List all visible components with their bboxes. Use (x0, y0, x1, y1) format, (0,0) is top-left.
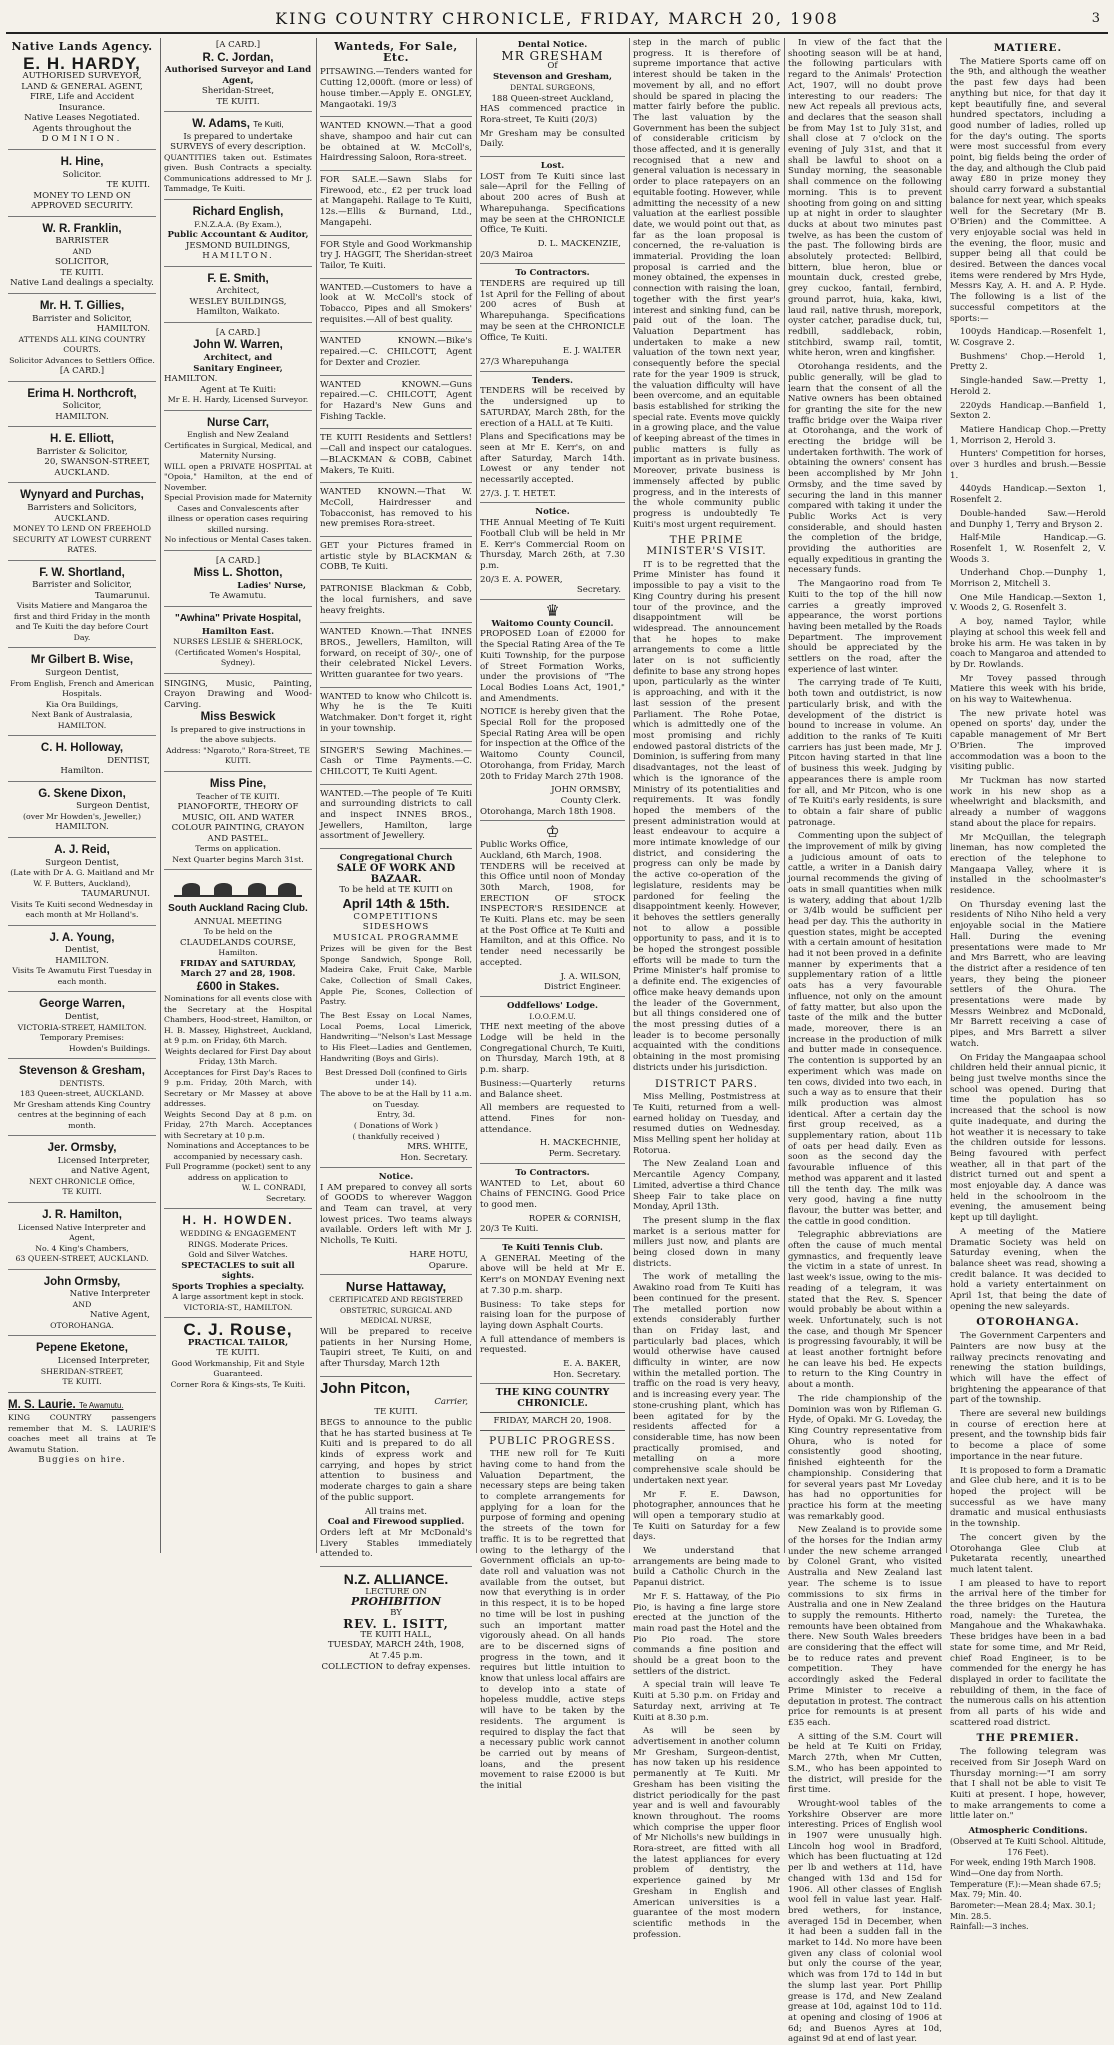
wanted-ad (320, 744, 472, 785)
howden-card: H. H. HOWDEN. WEDDING & ENGAGEMENT RINGS. Moderate Prices. Gold and Silver Watches. SPECTACLES to suit all sights. Sports Trophies a specialty. A large assortment kept in stock. VICTORIA-ST., HAMILTON. (164, 1212, 312, 1318)
result-item: Single-handed Saw.—Pretty 1, Herold 2. (950, 376, 1106, 397)
result-item: Underhand Chop.—Dunphy 1, Morrison 2, Mitchell 3. (950, 568, 1106, 590)
editorial: THE KING COUNTRY CHRONICLE. FRIDAY, MARCH 20, 1908. PUBLIC PROGRESS. THE new roll for Te Kuiti having come to hand from the Valuation Department, the necessary steps are being taken to complete arrangements for applying for a loan for the purpose of forming and opening the streets of the town for traffic. It is to be regretted that owing to the lethargy of the Government officials an up-to-date roll and valuation was not available from the outset, but now that everything is in order in this respect, it is to be hoped no time will be lost in pushing such an important matter vigorously ahead. On all hands are to be discerned signs of progress in the town, and it requires but little intuition to know that unless local affairs are to develop into a state of hopeless muddle, active steps will have to be taken by the residents. The argument is required to display the fact that a necessary public work cannot be carried out by means of loans, and the present movement to raise £2000 is but the initial (480, 1387, 625, 1792)
english-card: Richard English, F.N.Z.A.A. (By Exam.), Public Accountant & Auditor, JESMOND BUILDINGS, HAMILTON. (164, 203, 312, 267)
racing-card: South Auckland Racing Club. ANNUAL MEETING To be held on the CLAUDELANDS COURSE, Hamilton. FRIDAY and SATURDAY, March 27 and 28, 1908. £600 in Stakes. Nominations for all events close with the Secretary at the Hospital Chambers, Hood-street, Hamilton, or H. B. Massey, Highstreet, Auckland, at 9 p.m. on Friday, 6th March. Weights declared for First Day about Friday, 13th March. Acceptances for First Day's Races to 9 p.m. Friday, 20th March, with Secretary or Mr Massey at above addresses. Weights Second Day at 8 p.m. on Friday, 27th March. Acceptances with Secretary at 10 p.m. Nominations and Acceptances to be accompanied by necessary cash. Full Programme (pocket) sent to any address on application to W. L. CONRADI, Secretary. (164, 900, 312, 1209)
sports-results-list (950, 327, 1106, 614)
hine-card: H. Hine, Solicitor. TE KUITI. MONEY TO LEND ON APPROVED SECURITY. (8, 153, 156, 217)
wanted-ad-text: FOR Style and Good Workmanship try J. HAGGIT, The Sheridan-street Tailor, Te Kuiti. (320, 239, 472, 271)
wanted-ad (320, 65, 472, 117)
dixon-card: G. Skene Dixon, Surgeon Dentist, (over Mr Howden's, Jeweller,) HAMILTON. (8, 785, 156, 838)
franklin-card: W. R. Franklin, BARRISTER AND SOLICITOR, TE KUITI. Native Land dealings a specialty. (8, 220, 156, 294)
result-item: 100yds Handicap.—Rosenfelt 1, W. Cosgrave 2. (950, 327, 1106, 348)
atmospheric-heading: Atmospheric Conditions. (968, 1826, 1088, 1837)
contractors-notice-1: To Contractors. TENDERS are required up till 1st April for the Felling of about 200 acres of Bush at Wharepuhanga. Specifications may be seen at the CHRONICLE Office, Te Kuiti. E. J. WALTER 27/3 Wharepuhanga (480, 266, 625, 371)
column-divider (946, 38, 947, 1553)
hattaway-ad: Nurse Hattaway, CERTIFICATED AND REGISTERED OBSTETRIC, SURGICAL AND MEDICAL NURSE, Will be prepared to receive patients in her Nursing Home, Taupiri street, Te Kuiti, on and after Thursday, March 12th (320, 1277, 472, 1377)
northcroft-card: Erima H. Northcroft, Solicitor, HAMILTON. (8, 385, 156, 428)
laurie-card: M. S. Laurie. Te Awamutu. KING COUNTRY passengers remember that M. S. LAURIE'S coaches meet all trains at Te Awamutu Station. Buggies on hire. (8, 1398, 156, 1466)
column-2 (164, 38, 312, 1553)
header-rule (6, 32, 1108, 34)
awhina-card: "Awhina" Private Hospital, Hamilton East. NURSES LESLIE & SHERLOCK, (Certificated Women's Hospital, Sydney). (164, 610, 312, 674)
column-divider (160, 38, 161, 1553)
rouse-card: C. J. Rouse, PRACTICAL TAILOR, TE KUITI. Good Workmanship, Fit and Style Guaranteed. Corner Rora & Kings-sts, Te Kuiti. (170, 1320, 306, 1389)
tenders-notice: Tenders. TENDERS will be received by the undersigned up to SATURDAY, March 28th, for the erection of a HALL at Te Kuiti. Plans and Specifications may be seen at Mr E. Kerr's, on and after Saturday, March 14th. Lowest or any tender not necessarily accepted. 27/3. J. T. HETET. (480, 374, 625, 504)
column-3 (320, 38, 472, 1672)
column-divider (476, 38, 477, 1553)
racing-horses-illustration (174, 873, 302, 897)
ormsby2-card: John Ormsby, Native Interpreter AND Native Agent, OTOROHANGA. (8, 1273, 156, 1337)
hamilton-card: J. R. Hamilton, Licensed Native Interpreter and Agent, No. 4 King's Chambers, 63 QUEEN-STREET, AUCKLAND. (8, 1206, 156, 1270)
column-divider (784, 38, 785, 1553)
shotton-card: [A CARD.] Miss L. Shotton, Ladies' Nurse, Te Awamutu. (164, 554, 312, 607)
wanted-ad (320, 485, 472, 537)
wanted-ad-text: WANTED to know who Chilcott is. Why he is the Te Kuiti Watchmaker. Don't forget it, right in your township. (320, 691, 472, 734)
beswick-card: SINGING, Music, Painting, Crayon Drawing and Wood-Carving. Miss Beswick Is prepared to give instructions in the above subjects. Address: "Ngaroto," Rora-Street, TE KUITI. (164, 677, 312, 772)
crown-emblem-icon: ♔ (545, 822, 560, 842)
result-item: Matiere Handicap Chop.—Pretty 1, Morrison 2, Herold 3. (950, 424, 1106, 446)
prime-minister-heading: THE PRIME MINISTER'S VISIT. (646, 534, 767, 558)
wanteds-header: Wanteds, For Sale, Etc. (334, 40, 458, 64)
notice-ad: Notice. I AM prepared to convey all sorts of GOODS to wherever Waggon and Team can travel, at very lowest prices. Two teams always available. Orders left with Mr J. Nicholls, Te Kuiti. HARE HOTU, Oparure. (320, 1170, 472, 1275)
wanted-ad-text: FOR SALE.—Sawn Slabs for Firewood, etc., £2 per truck load at Mangapehi. Railage to Te Kuiti, 12s.—Ellis & Burnand, Ltd., Mangapehi. (320, 175, 472, 228)
native-lands-header: Native Lands Agency. (11, 40, 153, 53)
column-divider (629, 38, 630, 1553)
district-pars-heading: DISTRICT PARS. (655, 1077, 758, 1090)
pine-card: Miss Pine, Teacher of TE KUITI. PIANOFORTE, THEORY OF MUSIC, OIL AND WATER COLOUR PAINTING, CRAYON AND PASTEL. Terms on application. Next Quarter begins March 31st. (164, 775, 312, 870)
wanted-ad (320, 787, 472, 850)
shortland-card: F. W. Shortland, Barrister and Solicitor, Taumarunui. Visits Matiere and Mangaroa the first and third Friday in the month and Te Kuiti the day before Court Day. (8, 564, 156, 649)
dental-notice: Dental Notice. MR GRESHAM Of Stevenson and Gresham, DENTAL SURGEONS, 188 Queen-street Auckland, HAS commenced practice in Rora-street, Te Kuiti (20/3) Mr Gresham may be consulted Daily. (480, 38, 625, 157)
wanted-ad (320, 625, 472, 688)
tennis-notice: Te Kuiti Tennis Club. A GENERAL Meeting of the above will be held at Mr E. Kerr's on MONDAY Evening next at 7.30 p.m. sharp. Business: To take steps for raising loan for the purpose of laying down Asphalt Courts. A full attendance of members is requested. E. A. BAKER, Hon. Secretary. (480, 1241, 625, 1384)
county-council-notice: ♛ Waitomo County Council. PROPOSED Loan of £2000 for the Special Rating Area of the Te Kuiti Township, for the purpose of Street Formation Works, under the provisions of "The Local Bodies Loans Act, 1901," and Amendments. NOTICE is hereby given that the Special Roll for the proposed Special Rating Area will be open for inspection at the Office of the Waitomo County Council, Otorohanga, from Friday, March 20th to Friday March 27th 1908. JOHN ORMSBY, County Clerk. Otorohanga, March 18th 1908. (480, 602, 625, 821)
contractors-notice-2: To Contractors. WANTED to Let, about 60 Chains of FENCING. Good Price to good men. ROPER & CORNISH, 20/3 Te Kuiti. (480, 1166, 625, 1239)
wynyard-card: Wynyard and Purchas, Barristers and Solicitors, AUCKLAND. MONEY TO LEND ON FREEHOLD SECURITY AT LOWEST CURRENT RATES. (8, 486, 156, 560)
wanted-ad-text: GET your Pictures framed in artistic style by BLACKMAN & COBB, Te Kuiti. (320, 541, 472, 573)
wanted-ad-text: WANTED.—The people of Te Kuiti and surrounding districts to call and inspect INNES BROS., Jewellers, Hamilton, large assortment of Jewellery. (320, 788, 472, 842)
carr-card: Nurse Carr, English and New Zealand Certificates in Surgical, Medical, and Maternity Nursing. WILL open a PRIVATE HOSPITAL at "Opoia," Hamilton, at the end of November. Special Provision made for Maternity Cases and Convalescents after illness or operation cases requiring skilled nursing. No infectious or Mental Cases taken. (164, 414, 312, 551)
wanted-ad (320, 238, 472, 279)
page-number: 3 (1091, 11, 1100, 26)
wanted-ad-text: PATRONISE Blackman & Cobb, the local furnishers, and save heavy freights. (320, 584, 472, 616)
result-item: Half-Mile Handicap.—G. Rosenfelt 1, W. Rosenfelt 2, V. Woods 3. (950, 533, 1106, 565)
wise-card: Mr Gilbert B. Wise, Surgeon Dentist, From English, French and American Hospitals. Kia Ora Buildings, Next Bank of Australasia, HAMILTON. (8, 651, 156, 736)
football-notice: Notice. THE Annual Meeting of Te Kuiti Football Club will be held in Mr E. Kerr's Commercial Room on Thursday, March 26th, at 7.30 p.m. 20/3 E. A. POWER, Secretary. (480, 505, 625, 600)
wanted-ad (320, 582, 472, 623)
warren-card: George Warren, Dentist, VICTORIA-STREET, HAMILTON. Temporary Premises: Howden's Buildings. (8, 995, 156, 1059)
result-item: One Mile Handicap.—Sexton 1, V. Woods 2, G. Rosenfelt 3. (950, 592, 1106, 614)
wanted-ad (320, 119, 472, 171)
wanted-ad (320, 690, 472, 742)
wanted-ad-text: TE KUITI Residents and Settlers!—Call and inspect our catalogues.—BLACKMAN & COBB, Cabinet Makers, Te Kuiti. (320, 433, 472, 476)
premier-heading: THE PREMIER. (976, 1732, 1080, 1745)
wanted-ad (320, 173, 472, 236)
result-item: Bushmens' Chop.—Herold 1, Pretty 2. (950, 351, 1106, 373)
ormsby1-card: Jer. Ormsby, Licensed Interpreter, and Native Agent, NEXT CHRONICLE Office, TE KUITI. (8, 1139, 156, 1203)
otorohanga-heading: OTOROHANGA. (976, 1316, 1080, 1329)
wanted-ad-text: SINGER'S Sewing Machines.—Cash or Time Payments.—C. CHILCOTT, Te Kuiti Agent. (320, 745, 472, 777)
elliott-card: H. E. Elliott, Barrister & Solicitor, 20, SWANSON-STREET, AUCKLAND. (8, 430, 156, 483)
gillies-card: Mr. H. T. Gillies, Barrister and Solicitor, HAMILTON. ATTENDS ALL KING COUNTRY COURTS. Solicitor Advances to Settlers Office. [A CARD.] (8, 297, 156, 382)
pitcon-ad: John Pitcon, Carrier, TE KUITI. BEGS to announce to the public that he has started business at Te Kuiti and is prepared to do all kinds of express work and carrying, and hopes by strict attention to business and moderate charges to gain a share of the public support. All trains met. Coal and Firewood supplied. Orders left at Mr McDonald's Livery Stables immediately attended to. (320, 1379, 472, 1567)
holloway-card: C. H. Holloway, DENTIST, Hamilton. (8, 739, 156, 782)
reid-card: A. J. Reid, Surgeon Dentist, (Late with Dr A. G. Maitland and Mr W. F. Butters, Auckland), TAUMARUNUI. Visits Te Kuiti second Wednesday in each month at Mr Holland's. (8, 841, 156, 926)
smith-card: F. E. Smith, Architect, WESLEY BUILDINGS, Hamilton, Waikato. (164, 270, 312, 323)
wanted-ad-text: WANTED KNOWN.—That a good shave, shampoo and hair cut can be obtained at W. McColl's, Hairdressing Saloon, Rora-street. (320, 121, 472, 164)
hardy-card: E. H. HARDY, AUTHORISED SURVEYOR, LAND & GENERAL AGENT, FIRE, Life and Accident Insurance. Native Leases Negotiated. Agents throughout the DOMINION. (8, 55, 156, 150)
wanted-ad-text: PITSAWING.—Tenders wanted for Cutting 12,000ft. (more or less) of house timber.—Apply E. ONGLEY, Mangaotaki. 19/3 (320, 67, 472, 110)
wanted-ads-list (320, 65, 472, 849)
masthead (0, 0, 1114, 40)
eketone-card: Pepene Eketone, Licensed Interpreter, SHERIDAN-STREET, TE KUITI. (8, 1339, 156, 1392)
wanted-ad (320, 539, 472, 580)
result-item: Double-handed Saw.—Herold and Dunphy 1, Terry and Bryson 2. (950, 508, 1106, 530)
public-works-notice: ♔ Public Works Office, Auckland, 6th March, 1908. TENDERS will be received at this Office until noon of Monday 30th March, 1908, for ERECTION OF STOCK INSPECTOR'S RESIDENCE at Te Kuiti. Plans etc. may be seen at the Post Office at Te Kuiti and Hamilton, and at this Office. No tender need necessarily be accepted. J. A. WILSON, District Engineer. (480, 823, 625, 997)
coat-of-arms-icon: ♛ (545, 601, 560, 621)
wanted-ad-text: WANTED KNOWN.—Guns repaired.—C. CHILCOTT, Agent for Hazard's New Guns and Fishing Tackle. (320, 379, 472, 422)
jordan-card: [A CARD.] R. C. Jordan, Authorised Surveyor and Land Agent, Sheridan-Street, TE KUITI. (164, 38, 312, 112)
column-4 (480, 38, 625, 1792)
lost-notice: Lost. LOST from Te Kuiti since last sale—April for the Felling of about 200 acres of Bush at Wharepuhanga. Specifications may be seen at the CHRONICLE Office, Te Kuiti. D. L. MACKENZIE, 20/3 Mairoa (480, 159, 625, 264)
result-item: Hunters' Competition for horses, over 3 hurdles and brush.—Bessie 1. (950, 449, 1106, 481)
matiere-heading: MATIERE. (993, 42, 1063, 54)
jwarren-card: [A CARD.] John W. Warren, Architect, and Sanitary Engineer, HAMILTON. Agent at Te Kuiti: Mr E. H. Hardy, Licensed Surveyor. (164, 326, 312, 411)
result-item: 440yds Handicap.—Sexton 1, Rosenfelt 2. (950, 484, 1106, 506)
wanted-ad-text: WANTED.—Customers to have a look at W. McColl's stock of Tobacco, Pipes and all Smokers' requisites.—All of best quality. (320, 282, 472, 325)
wanted-ad (320, 431, 472, 483)
column-6: In view of the fact that the shooting season will be at hand, the following particulars with regard to the Animals' Protection Act, 1907, will no doubt prove interesting to our readers: The new Act repeals all previous acts, and declares that the season shall be from May 1st to July 31st, and shall close at 7 o'clock on the evening of July 31st, and that it shall be lawful to shoot on a Sunday morning, the seasonable shall commence on the following morning. This is to prevent shooting from going on and sitting up at night in order to slaughter ducks at about two minutes past twelve, as has been the custom of the past. The following birds are absolutely protected: Bellbird, bittern, blue heron, blue or mountain duck, crested grebe, grey cuckoo, fantail, fernbird, ground parrot, huia, kaka, kiwi, laud rail, native thrush, morepork, oyster catcher, paradise duck, tui, redbill, saddleback, robin, stitchbird, swamp rail, tomtit, white heron, wren and kingfisher. Otorohanga residents, and the public generally, will be glad to learn that the consent of all the Native owners has been obtained for granting the site for the new traffic bridge over the Waipa river at Otorohanga, and the work of erecting the bridge will be undertaken forthwith. The work of obtaining the owners' consent has been accomplished by Mr John Ormsby, and the time saved by securing the land in this manner compared with taking it under the Public Works Act is very considerable, and should hasten the completion of the bridge, providing the authorities are equally expeditious in granting the necessary funds. The Mangaorino road from Te Kuiti to the top of the hill now carries a greatly improved appearance, the worst portions having been metalled by the Roads Department. The improvement should be appreciated by the settlers on the road, after the experience of last winter. The carrying trade of Te Kuiti, both town and outdistrict, is now particularly brisk, and with the development of the district is bound to increase in volume. An addition to the ranks of Te Kuiti carriers has just been made, Mr J. Pitcon having started in that line of business this week. Judging by appearances there is ample room for all, and Mr Pitcon, who is one of Te Kuiti's early residents, is sure to obtain a fair share of public patronage. Commenting upon the subject of the improvement of milk by giving a judicious amount of oats to cattle, a writer in a Danish dairy journal recommends the giving of oats in small quantities when milk is watery, adding that about 1/2lb or 3/4lb would be sufficient per head per day. This the authority in question states, might be accepted with a certain amount of hesitation had it not been proved in a definite manner by experiments that a supplementary ration of a little oats has a very favourable influence, not only on the amount of fatty matter, but also upon the taste of the milk and the butter made, moreover, there is an increase in the production of milk and butter made in consequence. The contention is supported by an experiment which was made on ten cows, divided into two each, in such a way as to ensure that their milk production was almost identical. After a certain day the first group received, as a supplementary ration, about 11b of oats per head daily. Even as soon as the second day the favourable influence of this method was apparent and it lasted till the tenth day. The milk was very good, having a fine nutty flavour, the butter was better, and the cattle in good condition. Telegraphic abbreviations are often the cause of much mental gymnastics, and frequently leave the victim in a state of unrest. In last week's issue, owing to the mis-reading of a telegram, it was stated that the Rev. S. Spencer would probably be about within a week. Unfortunately, such is not the case, and though Mr Spencer is progressing favourably, it will be at least another fortnight before he can leave his bed. He expects to return to the King Country in about a month. The ride championship of the Dominion was won by Rifleman G. Hyde, of Opaki. Mr G. Loveday, the King Country representative from Ohura, who is noted for consistently good shooting, finished eighteenth for the championship. Considering that for several years past Mr Loveday has had no opportunities for practice his form at the meeting was remarkably good. New Zealand is to provide some of the horses for the Indian army under the new scheme arranged by Colonel Grant, who visited Australia and New Zealand last year. The scheme is to issue commissions to six firms in Australia and one in New Zealand to supply the remounts. Hitherto remounts have been obtained from there. New South Wales breeders are considering that the effect will be to reduce rates and prevent competition. They have accordingly asked the Federal Prime Minister to receive a deputation in protest. The contract price for remounts is at present £35 each. A sitting of the S.M. Court will be held at Te Kuiti on Friday, March 27th, when Mr Cutten, S.M., who has been appointed to the district, will preside for the first time. Wrought-wool tables of the Yorkshire Observer are more interesting. Prices of English wool in 1907 were unusually high. Lincoln hog wool in Bradford, which has been fluctuating at 12d per lb and wethers at 11d, have changed with 13d and 15d for 1906. All other classes of English wool fell in value last year. Half-bred wethers, for instance, averaged 15d in December, when it had been a sudden fall in the market to 14d. No more have been given any class of colonial wool but only the course of the year, which was from 17d to 14d in but the slump last year. Port Phillip grease is 17d, and New Zealand grease at 10d, against 10d to 11d. at opening and closing of 1906 at 6d; and Buenos Ayres at 10d, against 9d at end of last year. (788, 38, 942, 2045)
stevenson-card: Stevenson & Gresham, DENTISTS. 183 Queen-street, AUCKLAND. Mr Gresham attends King Country centres at the beginning of each month. (8, 1062, 156, 1136)
result-item: 220yds Handicap.—Banfield 1, Sexton 2. (950, 400, 1106, 422)
masthead-title: KING COUNTRY CHRONICLE, FRIDAY, MARCH 20, 1908 (275, 9, 839, 28)
bazaar-ad: Congregational Church SALE OF WORK AND BAZAAR. To be held at TE KUITI on April 14th & 15th. COMPETITIONS SIDESHOWS MUSICAL PROGRAMME Prizes will be given for the Best Sponge Sandwich, Sponge Roll, Madeira Cake, Fruit Cake, Marble Cake, Collection of Small Cakes, Apple Pie, Scones, Collection of Pastry. The Best Essay on Local Names, Local Poems, Local Limerick, Handwriting—"Nelson's Last Message to His Fleet—Ladies and Gentlemen, Handwriting (Boys and Girls). Best Dressed Doll (confined to Girls under 14). The above to be at the Hall by 11 a.m. on Tuesday. Entry, 3d. ( Donations of Work ) ( thankfully received ) MRS. WHITE, Hon. Secretary. (320, 851, 472, 1168)
column-5: step in the march of public progress. It is therefore of supreme importance that active interest should be taken in the movement by all, and no effort should be spared in placing the matter fairly before the public. The last valuation by the Government has been the subject of considerable criticism by those affected, and it is generally recognised that a new and general valuation is necessary in order to place ratepayers on an equitable footing. However, while admitting the necessity of a new valuation at the earliest possible date, we would point out that, as far as the loan proposal is concerned, the re-valuation is immaterial. Providing the loan proposal is carried and the money obtained, the expenses in connection with raising the loan, together with the first year's interest and sinking fund, can be paid out of the loan. The Valuation Department has undertaken to make a new valuation of the town next year, consequently before the special rate for the year 1909 is struck, the valuation difficulty will have been overcome, and an equitable basis established for striking the special rate. Events move quickly in a growing place, and the value of keeping abreast of the times in public matters is fully as important as in private business. Moreover, private business is immensely affected by public progress, and in the interests of the whole community public progress is undoubtedly Te Kuiti's most urgent requirement. THE PRIME MINISTER'S VISIT. IT is to be regretted that the Prime Minister has found it impossible to pay a visit to the King Country during his present tour of the province, and the disappointment will be widespread. The announcement that he hopes to make arrangements to come a little later on is not sufficiently definite to base any strong hopes upon, particularly as the winter is approaching, and with it the last session of the present Parliament. The Rohe Potae, which is admittedly one of the most promising and richly endowed pastoral districts of the Dominion, is suffering from many disadvantages, not the least of which is the ignorance of the Ministry of its potentialities and requirements. It was fondly hoped the members of the present administration would at least endeavour to acquire a more intimate knowledge of our district, and considering the progress can only be made by the active co-operation of the legislature, residents may be pardoned for feeling the disappointment keenly. However, it behoves the settlers generally not to allow a possible opportunity to pass, and it is to be hoped the strongest possible efforts will be made to turn the Prime Minister's half promise to a definite end. The exigencies of office make heavy demands upon the leader of the Government, but all things considered one of the most pressing duties of a leader is to become personally acquainted with the conditions obtaining in the most promising districts under his jurisdiction. DISTRICT PARS. Miss Melling, Postmistress at Te Kuiti, returned from a well-earned holiday on Tuesday, and resumed duties on Wednesday. Miss Melling spent her holiday at Rotorua. The New Zealand Loan and Mercantile Agency Company, Limited, advertise a third Chance Sheep Fair to take place on Monday, April 13th. The present slump in the flax market is a serious matter for millers just now, and plants are being closed down in many districts. The work of metalling the Awakino road from Te Kuiti has been continued for the present. The metalled portion now extends considerably further than on Friday last, and particularly bad places, which would otherwise have caused difficulty in winter, are now within the metalled portion. The traffic on the road is very heavy, and is increasing every year. The stone-crushing plant, which has been agitated for by the residents affected for a considerable time, has now been practically promised, and metalling on a more comprehensive scale should be undertaken next year. Mr F. E. Dawson, photographer, announces that he will open a temporary studio at Te Kuiti on Saturday for a few days. We understand that arrangements are being made to build a Catholic Church in the Papanui district. Mr F. S. Hattaway, of the Pio Pio, is having a fine large store erected at the junction of the main road past the Hotel and the Pio Pio road. The store commands a fine position and should be a great boon to the settlers of the district. A special train will leave Te Kuiti at 5.30 p.m. on Friday and Saturday next, arriving at Te Kuiti at 8.30 p.m. As will be seen by advertisement in another column Mr Gresham, Surgeon-dentist, has now taken up his residence permanently at Te Kuiti. Mr Gresham has been visiting the district periodically for the past year and is well and favourably known throughout. The rooms which comprise the upper floor of Mr Nicholls's new buildings in Rora-street, are fitted with all the latest appliances for every problem of dentistry, the experience gained by Mr Gresham in English and American universities is a guarantee of the most modern scientific methods in the profession. (633, 38, 780, 1940)
young-card: J. A. Young, Dentist, HAMILTON. Visits Te Awamutu First Tuesday in each month. (8, 929, 156, 993)
wanted-ad-text: WANTED Known.—That INNES BROS., Jewellers, Hamilton, will forward, on receipt of 30/-, one of their celebrated Nickel Levers. Written guarantee for two years. (320, 627, 472, 681)
wanted-ad (320, 281, 472, 333)
alliance-ad: N.Z. ALLIANCE. LECTURE ON PROHIBITION BY REV. L. ISITT, TE KUITI HALL, TUESDAY, MARCH 24th, 1908, At 7.45 p.m. COLLECTION to defray expenses. (321, 1571, 471, 1672)
wanted-ad-text: WANTED KNOWN.—That W. McColl, Hairdresser and Tobacconist, has removed to his new premises Rora-street. (320, 487, 472, 530)
column-7: MATIERE. The Matiere Sports came off on the 9th, and although the weather the past few days had been anything but nice, for that day it kept beautifully fine, and several hundred spectators, including a good number of ladies, rolled up for the day's outing. The sports were most successful from every point, big fields being the order of the day, and although the Club paid away £80 in prize money they should carry forward a substantial balance for next year, which speaks well for the Secretary (Mr B. O'Brien) and the Committee. A very enjoyable social was held in the evening, the floor, music and supper being all that could be desired. Between the dances vocal items were rendered by Mrs Hyde, Messrs Kay, A. H. and A. P. Hyde. The following is a list of the successful competitors at the sports:— 100yds Handicap.—Rosenfelt 1, W. Cosgrave 2. Bushmens' Chop.—Herold 1, Pretty 2. Single-handed Saw.—Pretty 1, Herold 2. 220yds Handicap.—Banfield 1, Sexton 2. Matiere Handicap Chop.—Pretty 1, Morrison 2, Herold 3. Hunters' Competition for horses, over 3 hurdles and brush.—Bessie 1. 440yds Handicap.—Sexton 1, Rosenfelt 2. Double-handed Saw.—Herold and Dunphy 1, Terry and Bryson 2. Half-Mile Handicap.—G. Rosenfelt 1, W. Rosenfelt 2, V. Woods 3. Underhand Chop.—Dunphy 1, Morrison 2, Mitchell 3. One Mile Handicap.—Sexton 1, V. Woods 2, G. Rosenfelt 3. A boy, named Taylor, while playing at school this week fell and broke his arm. He was taken in by coach to Mangaroa and attended to by Dr. Rowlands. Mr Tovey passed through Matiere this week with his bride, on his way to Waitewhenua. The new private hotel was opened on sports' day, under the capable management of Mr Bert O'Brien. The improved accommodation was a boon to the visiting public. Mr Tuckman has now started work in his new shop as a wheelwright and blacksmith, and already a number of waggons stand about the place for repairs. Mr McQuillan, the telegraph lineman, has now completed the erection of the telephone to Mangaapa Valley, where it is installed in the schoolmaster's residence. On Thursday evening last the residents of Niho Niho held a very enjoyable social in the Matiere Hall. During the evening presentations were made to Mr and Mrs Barrett, who are leaving the district after a residence of ten years, they being the pioneer settlers of the Ohura. The presentations were made by Messrs Weinbrez and McDonald, Mr Barrett receiving a case of pipes, and Mrs Barrett a silver watch. On Friday the Mangaapaa school children held their annual picnic, it being just twelve months since the school was opened. During that time the population has so increased that the school is now quite inadequate, and during the hot weather it is necessary to take the children outside for lessons. Being favoured with perfect weather, all in that part of the district turned out and spent a most enjoyable day. A dance was held in the schoolroom in the evening, the amusement being kept up till daylight. A meeting of the Matiere Dramatic Society was held on Saturday evening, when the balance sheet was read, showing a credit balance. It was decided to hold a variety entertainment on April 1st, that being the date of opening the new saleyards. OTOROHANGA. The Government Carpenters and Painters are now busy at the railway precincts renovating and renewing the station buildings, which will have the effect of brightening the appearance of that part of the township. There are several new buildings in course of erection here at present, and the township bids fair to become a place of some importance in the near future. It is proposed to form a Dramatic and Glee club here, and it is to be hoped the project will be successful as we have many dramatic and musical enthusiasts in the township. The concert given by the Otorohanga Glee Club at Puketarata recently, unearthed much latent talent. I am pleased to have to report the arrival here of the timber for the three bridges on the Hautura road, namely: the Turetea, the Mangahoue and the Whakawhaka. These bridges have been in a bad state for some time, and Mr Reid, chief Road Engineer, is to be commended for the energy he has displayed in order to facilitate the rebuilding of them, in the face of the numerous calls on his attention from all parts of his wide and scattered road district. THE PREMIER. The following telegram was received from Sir Joseph Ward on Thursday morning:—"I am sorry that I shall not be able to visit Te Kuiti at present. I hope, however, to make arrangements to come a little later on." Atmospheric Conditions. (Observed at Te Kuiti School. Altitude, 176 Feet). For week, ending 19th March 1908. Wind—One day from North. Temperature (F.):—Mean shade 67.5; Max. 79; Min. 40. Barometer:—Mean 28.4; Max. 30.1; Min. 28.5. Rainfall:—3 inches. (950, 42, 1106, 1932)
column-divider (316, 38, 317, 1553)
wanted-ad-text: WANTED KNOWN.—Bike's repaired.—C. CHILCOTT, Agent for Dexter and Crozier. (320, 336, 472, 368)
column-1 (8, 38, 156, 1553)
oddfellows-notice: Oddfellows' Lodge. I.O.O.F.M.U. THE next meeting of the above Lodge will be held in the Congregational Church, Te Kuiti, on Thursday, March 19th, at 8 p.m. sharp. Business:—Quarterly returns and Balance sheet. All members are requested to attend. Fines for non-attendance. H. MACKECHNIE, Perm. Secretary. (480, 999, 625, 1164)
adams-card: W. Adams, Te Kuiti, Is prepared to undertake SURVEYS of every description. QUANTITIES taken out. Estimates given. Bush Contracts a specialty. Communications addressed to Mr J. Tammadge, Te Kuiti. (164, 115, 312, 200)
wanted-ad (320, 334, 472, 375)
wanted-ad (320, 378, 472, 430)
